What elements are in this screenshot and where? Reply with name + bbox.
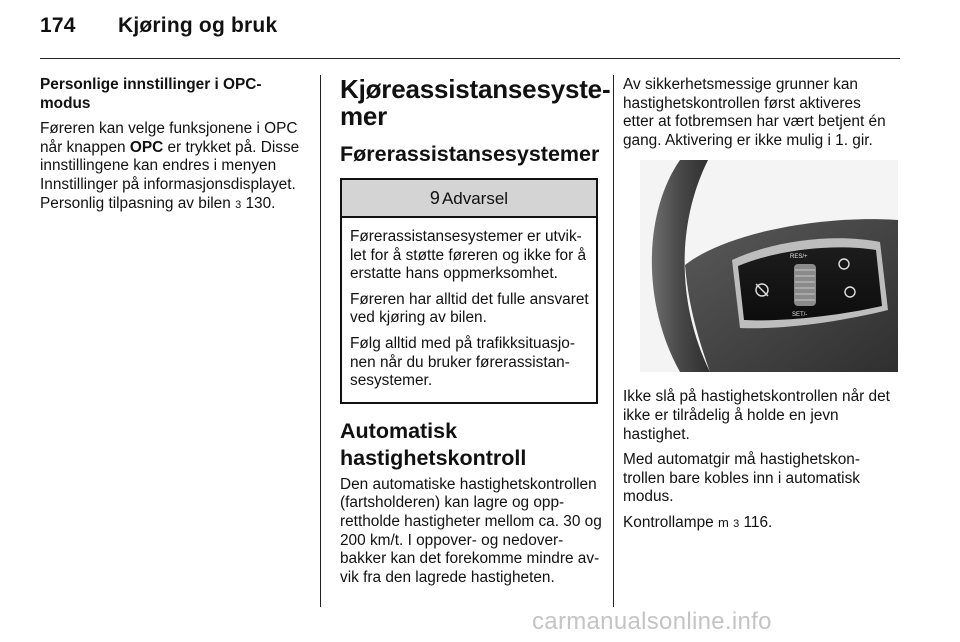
indicator-paragraph: [623, 514, 895, 534]
indicator-page-ref[interactable]: 116.: [739, 513, 773, 531]
warning-icon: 9: [429, 188, 440, 208]
column-divider-1: [320, 75, 321, 607]
res-label: RES/+: [790, 254, 808, 261]
warning-box: [340, 178, 598, 404]
page-ref-arrow-icon: 3: [733, 517, 740, 530]
set-label: SET/-: [792, 312, 808, 319]
automatic-gearbox-paragraph: Med automatgir må hastighetskontrollen bare kobles inn i automatisk modus.: [623, 451, 860, 506]
warning-label: Advarsel: [441, 189, 509, 208]
warning-header: [342, 180, 596, 218]
cruise-indicator-icon: m: [717, 514, 729, 530]
column-divider-2: [613, 75, 614, 607]
cruise-control-paragraph: Den automatiske hastighetskontrollen (fartsholderen) kan lagre og opprettholde hastigheter mellom ca. 30 og 200 km/t. I oppover- og nedoverbakker kan det forekomme mindre avvik fra den lagrede hastigheten.: [340, 475, 602, 586]
column-right: [623, 76, 895, 541]
cruise-control-heading: Automatisk hastighetskontroll: [340, 418, 527, 470]
warning-paragraph-1: Førerassistansesystemer er utviklet for å støtte føreren og ikke for å erstatte hans oppmerksomhet.: [350, 228, 587, 283]
opc-heading: Personlige innstillinger i OPC-modus: [40, 76, 262, 112]
warning-paragraph-3: Følg alltid med på trafikksituasjonen når du bruker førerassistansesystemer.: [350, 334, 575, 390]
page-header: [40, 14, 277, 38]
column-middle: [340, 74, 611, 594]
page-ref-arrow-icon: 3: [235, 198, 242, 211]
opc-button-label: OPC: [129, 138, 164, 156]
header-rule: [40, 58, 900, 59]
safety-paragraph: Av sikkerhetsmessige grunner kan hastighetskontrollen først aktiveres etter at fotbremsen har vært betjent én gang. Aktivering er ikke mulig i 1. gir.: [623, 76, 886, 149]
page-number: 174: [40, 14, 76, 37]
warning-paragraph-2: Føreren har alltid det fulle ansvaret ved kjøring av bilen.: [350, 290, 589, 327]
opc-text-1: Føreren kan velge funksjonene i OPC når knappen: [40, 120, 298, 156]
steering-wheel-photo: [640, 160, 898, 372]
section-title-assist: Førerassistansesystemer: [340, 142, 600, 166]
chapter-title: Kjøreassistansesystemer: [340, 74, 611, 131]
opc-page-ref[interactable]: 130.: [241, 194, 276, 212]
column-left: [40, 76, 308, 221]
warning-body: [342, 218, 596, 402]
caution-paragraph: Ikke slå på hastighetskontrollen når det ikke er tilrådelig å holde en jevn hastighet.: [623, 388, 890, 443]
section-title: Kjøring og bruk: [118, 14, 278, 37]
opc-paragraph: [40, 120, 308, 214]
watermark: carmanualsonline.info: [532, 608, 772, 635]
opc-text-2: er trykket på. Disse innstillingene kan endres i menyen Innstillinger på informasjonsdisplayet. Personlig tilpasning av bilen: [40, 138, 300, 212]
indicator-label: Kontrollampe: [623, 513, 718, 531]
